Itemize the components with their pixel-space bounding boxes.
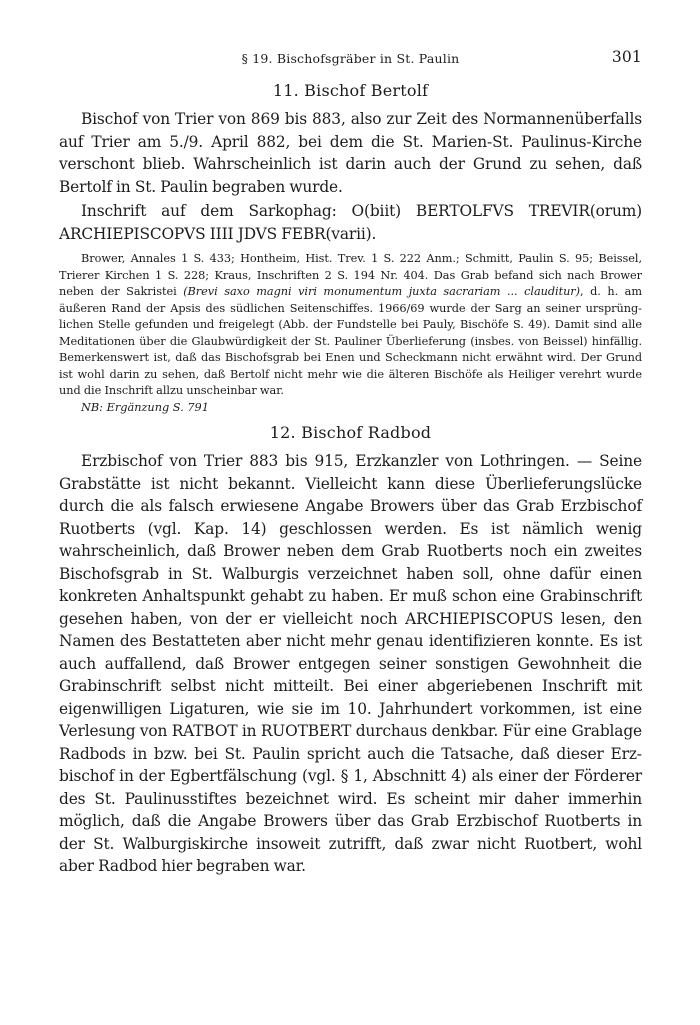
section-heading-bertolf: 11. Bischof Bertolf xyxy=(272,81,429,100)
bertolf-footnote xyxy=(59,251,642,400)
footnote-text-1: Brower, Annales 1 S. 433; Hontheim, Hist. Trev. 1 S. 222 Anm.; Schmitt, Paulin S. 95; Beissel, Trierer Kirchen 1 S. 228; Kraus, Inschriften 2 S. 194 Nr. 404. Das Grab befand sich nach Brower neben der Sakristei xyxy=(59,252,642,298)
running-head xyxy=(59,48,642,70)
nb-note: NB: Ergänzung S. 791 xyxy=(81,400,209,414)
book-page xyxy=(59,48,642,878)
bertolf-inscription-paragraph: Inschrift auf dem Sarkophag: O(biit) BERTOLFVS TREVIR(orum) ARCHIEPISCOPVS IIII JDVS FEBR(varii). xyxy=(59,202,642,243)
bertolf-paragraph: Bischof von Trier von 869 bis 883, also zur Zeit des Normannenüberfalls auf Trier am 5./9. April 882, bei dem die St. Marien-St. Paulinus-Kirche verschont blieb. Wahrscheinlich ist darin auch der Grund zu sehen, daß Bertolf in St. Paulin begraben wurde. xyxy=(59,110,642,196)
page-number: 301 xyxy=(611,48,642,66)
running-title: § 19. Bischofsgräber in St. Paulin xyxy=(241,51,460,66)
footnote-text-2: , d. h. am äußeren Rand der Apsis des südlichen Seitenschiffes. 1966/69 wurde der Sarg an seiner ursprünglichen Stelle gefunden und freigelegt (Abb. der Fundstelle bei Pauly, Bischöfe S. 49). Damit sind alle Meditationen über die Glaubwürdigkeit der St. Pauliner Überlieferung (insbes. von Beissel) hinfällig. Bemerkenswert ist, daß das Bischofsgrab bei Enen und Scheckmann nicht erwähnt wird. Der Grund ist wohl darin zu sehen, daß Bertolf nicht mehr wie die älteren Bischöfe als Heiliger verehrt wurde und die Inschrift allzu unscheinbar war. xyxy=(59,285,642,397)
section-heading-radbod: 12. Bischof Radbod xyxy=(269,423,432,442)
radbod-paragraph: Erzbischof von Trier 883 bis 915, Erzkanzler von Lothringen. — Seine Grabstätte ist nicht bekannt. Vielleicht kann diese Überlieferungslücke durch die als falsch erwiesene Angabe Browers über das Grab Erzbischof Ruotberts (vgl. Kap. 14) geschlossen werden. Es ist nämlich wenig wahrscheinlich, daß Brower neben dem Grab Ruotberts noch ein zweites Bischofsgrab in St. Walburgis verzeichnet haben soll, ohne dafür einen konkreten Anhaltspunkt gehabt zu haben. Er muß schon eine Grabinschrift gesehen haben, von der er vielleicht noch ARCHIEPISCOPUS lesen, den Namen des Bestatteten aber nicht mehr genau identifizieren konnte. Es ist auch auffallend, daß Brower entgegen seiner sonstigen Gewohnheit die Grabinschrift selbst nicht mitteilt. Bei einer abgeriebenen Inschrift mit eigenwilligen Ligaturen, wie sie im 10. Jahrhundert vorkommen, ist eine Verlesung von RATBOT in RUOTBERT durchaus denkbar. Für eine Grablage Radbods in bzw. bei St. Paulin spricht auch die Tatsache, daß dieser Erzbischof in der Egbertfälschung (vgl. § 1, Abschnitt 4) als einer der Förderer des St. Paulinusstiftes bezeichnet wird. Es scheint mir daher immerhin möglich, daß die Angabe Browers über das Grab Erzbischof Ruotberts in der St. Walburgiskirche insoweit zutrifft, daß zwar nicht Ruotbert, wohl aber Radbod hier begraben war. xyxy=(59,452,642,875)
footnote-latin-quote: (Brevi saxo magni viri monumentum juxta sacrariam ... clauditur) xyxy=(183,285,581,298)
